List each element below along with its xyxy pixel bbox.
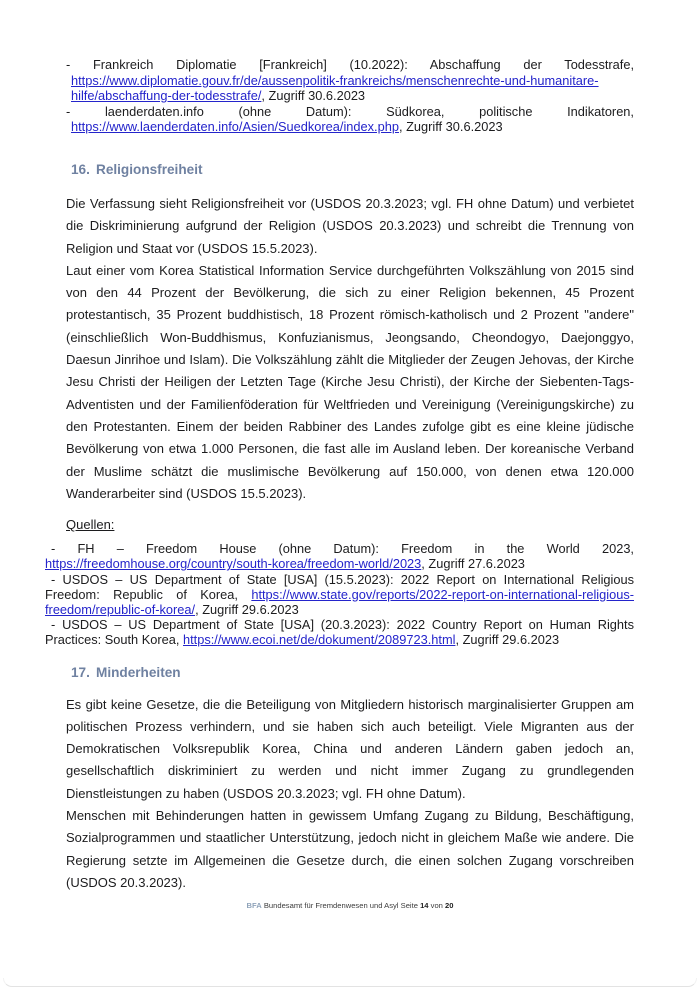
source-text: laenderdaten.info (ohne Datum): Südkorea, politische Indikatoren,: [104, 103, 634, 119]
source-list-item: [45, 541, 634, 571]
source-text: USDOS – US Department of State [USA] (20.3.2023): 2022 Country Report on Human Rights Practices: South Korea,: [45, 617, 634, 648]
source-access-date: , Zugriff 30.6.2023: [398, 119, 503, 135]
footer-page-number: 14: [420, 901, 429, 910]
source-list-item: [45, 617, 634, 647]
bfa-logo: BFA: [246, 901, 262, 910]
source-list: [0, 541, 700, 647]
source-access-date: , Zugriff 29.6.2023: [195, 601, 299, 617]
source-list-item: [66, 57, 634, 104]
list-dash-marker: -: [66, 103, 71, 119]
source-text: FH – Freedom House (ohne Datum): Freedom in the World 2023,: [77, 541, 634, 557]
section-number: 17.: [71, 664, 90, 680]
paragraph: Die Verfassung sieht Religionsfreiheit vor (USDOS 20.3.2023; vgl. FH ohne Datum) und verbietet die Diskriminierung aufgrund der Religion (USDOS 20.3.2023) und schreibt die Trennung von Religion und Staat vor (USDOS 15.5.2023).: [66, 195, 634, 256]
footer-von-label: von: [430, 901, 443, 910]
paragraph: Laut einer vom Korea Statistical Information Service durchgeführten Volkszählung von 2015 sind von den 44 Prozent der Bevölkerung, die sich zu einer Religion bekennen, 45 Prozent protestantisch, 35 Prozent buddhistisch, 18 Prozent römisch-katholisch und 2 Prozent "andere" (einschließlich Won-Buddhismus, Konfuzianismus, Jeongsando, Cheondogyo, Daejonggyo, Daesun Jinrihoe und Islam). Die Volkszählung zählt die Mitglieder der Zeugen Jehovas, der Kirche Jesu Christi der Heiligen der Letzten Tage (Kirche Jesu Christi), der Kirche der Siebenten-Tags-Adventisten und der Familienföderation für Weltfrieden und Vereinigung (Vereinigungskirche) zu den Protestanten. Einem der beiden Rabbiner des Landes zufolge gibt es eine kleine jüdische Bevölkerung von etwa 1.000 Personen, die fast alle im Ausland leben. Der koreanische Verband der Muslime schätzt die muslimische Bevölkerung auf 150.000, von denen etwa 120.000 Wanderarbeiter sind (USDOS 15.5.2023).: [66, 262, 634, 501]
footer-total-pages: 20: [445, 901, 454, 910]
page-footer: [0, 901, 700, 911]
list-dash-marker: -: [51, 617, 56, 633]
section-title: Minderheiten: [96, 664, 181, 680]
list-dash-marker: -: [66, 57, 71, 72]
source-access-date: , Zugriff 29.6.2023: [455, 632, 560, 648]
list-dash-marker: -: [51, 571, 56, 587]
list-dash-marker: -: [51, 541, 56, 557]
source-text: Frankreich Diplomatie [Frankreich] (10.2022): Abschaffung der Todesstrafe,: [92, 57, 634, 72]
source-link[interactable]: https://freedomhouse.org/country/south-korea/freedom-world/2023: [45, 556, 422, 572]
source-link[interactable]: https://www.laenderdaten.info/Asien/Suedkorea/index.php: [71, 119, 399, 135]
footer-seite-label: Seite: [400, 901, 418, 910]
section-number: 16.: [71, 161, 90, 177]
source-link[interactable]: https://www.state.gov/reports/2022-report-on-international-religious-freedom/republic-of-korea/: [45, 586, 634, 617]
source-link[interactable]: https://www.ecoi.net/de/dokument/2089723.html: [183, 632, 456, 648]
section-title: Religionsfreiheit: [96, 161, 203, 177]
source-list-item: [66, 103, 634, 135]
source-text: USDOS – US Department of State [USA] (15.5.2023): 2022 Report on International Religious Freedom: Republic of Korea,: [45, 571, 635, 602]
source-access-date: , Zugriff 30.6.2023: [261, 88, 366, 104]
paragraph: Es gibt keine Gesetze, die die Beteiligung von Mitgliedern historisch marginalisierter Gruppen am politischen Prozess verhindern, und sie haben sich auch beteiligt. Viele Migranten aus der Demokratischen Volksrepublik Korea, China und anderen Ländern gaben jedoch an, gesellschaftlich diskriminiert zu werden und nicht immer Zugang zu grundlegenden Dienstleistungen zu haben (USDOS 20.3.2023; vgl. FH ohne Datum).: [66, 696, 634, 801]
footer-org: Bundesamt für Fremdenwesen und Asyl: [263, 901, 399, 910]
section-heading-religionsfreiheit: [71, 162, 634, 177]
paragraph: Menschen mit Behinderungen hatten in gewissem Umfang Zugang zu Bildung, Beschäftigung, Sozialprogrammen und staatlicher Unterstützung, jedoch nicht in gleichem Maße wie andere. Die Regierung setzte im Allgemeinen die Gesetze durch, die einen solchen Zugang vorschreiben (USDOS 20.3.2023).: [66, 808, 634, 890]
source-list-item: [45, 572, 634, 618]
sources-label: Quellen:: [66, 517, 115, 533]
source-access-date: , Zugriff 27.6.2023: [421, 556, 525, 572]
continued-source-list: [0, 0, 700, 135]
page-bottom-edge: [3, 978, 697, 987]
section-heading-minderheiten: [71, 665, 634, 680]
source-link[interactable]: https://www.diplomatie.gouv.fr/de/aussenpolitik-frankreichs/menschenrechte-und-humanitare-hilfe/abschaffung-der-todesstrafe/: [71, 72, 599, 104]
